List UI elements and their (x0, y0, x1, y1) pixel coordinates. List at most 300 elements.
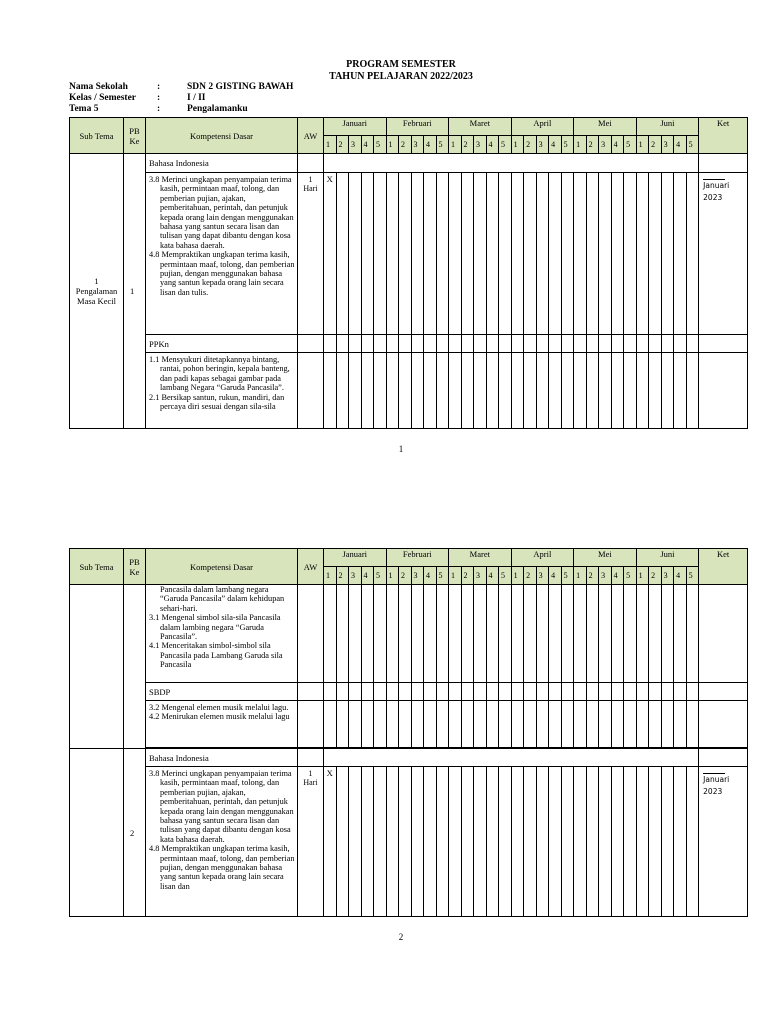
header-week: 4 (486, 136, 499, 154)
week-cell (461, 767, 474, 917)
header-week: 5 (374, 136, 387, 154)
header-week: 4 (424, 136, 437, 154)
week-cell (536, 701, 549, 748)
week-cell (574, 767, 587, 917)
schedule-blank (324, 154, 699, 173)
week-cell (361, 335, 374, 353)
week-cell (449, 353, 462, 429)
week-cell (586, 683, 599, 701)
header-ket: Ket (699, 549, 748, 585)
week-cell (411, 335, 424, 353)
week-cell (474, 767, 487, 917)
schedule-mark: X (324, 173, 337, 335)
week-cell (574, 701, 587, 748)
header-month: Februari (386, 118, 449, 136)
week-cell (349, 335, 362, 353)
week-cell (361, 353, 374, 429)
kd-item: 3.1 Mengenal simbol sila-sila Pancasila dalam lambing negara “Garuda Pancasila”. (149, 613, 281, 642)
week-cell (411, 173, 424, 335)
week-cell (586, 701, 599, 748)
week-cell (636, 767, 649, 917)
week-cell (449, 173, 462, 335)
header-week: 3 (411, 567, 424, 585)
header-week: 3 (349, 567, 362, 585)
header-week: 3 (599, 136, 612, 154)
week-cell (661, 173, 674, 335)
week-cell (611, 335, 624, 353)
week-cell (674, 701, 687, 748)
week-cell (661, 683, 674, 701)
week-cell (324, 683, 337, 701)
week-cell (674, 335, 687, 353)
week-cell (674, 767, 687, 917)
kd-item: 4.8 Mempraktikan ungkapan terima kasih, permintaan maaf, tolong, dan pemberian pujian, dengan menggunakan bahasa yang santun kepada orang lain secara lisan dan (149, 844, 295, 891)
week-cell (399, 767, 412, 917)
header-week: 2 (461, 567, 474, 585)
info-value-class: I / II (187, 93, 206, 103)
kd-item: 3.2 Mengenal elemen musik melalui lagu. (149, 703, 289, 712)
week-cell (336, 335, 349, 353)
aw-cell (298, 767, 324, 917)
week-cell (499, 701, 512, 748)
week-cell (436, 173, 449, 335)
week-cell (424, 767, 437, 917)
ket-month: Januari (703, 181, 730, 190)
pb-cell (124, 585, 146, 749)
week-cell (686, 701, 699, 748)
week-cell (461, 335, 474, 353)
week-cell (336, 173, 349, 335)
header-week: 4 (549, 136, 562, 154)
week-cell (449, 701, 462, 748)
ket-cell (699, 701, 748, 748)
kd-row (70, 353, 748, 429)
week-cell (661, 767, 674, 917)
header-week: 1 (574, 567, 587, 585)
week-cell (486, 701, 499, 748)
header-week: 1 (511, 567, 524, 585)
week-cell (636, 701, 649, 748)
week-cell (349, 683, 362, 701)
week-cell (624, 335, 637, 353)
week-cell (399, 701, 412, 748)
week-cell (649, 353, 662, 429)
pb-number: 2 (124, 749, 146, 917)
week-cell (424, 173, 437, 335)
week-cell (636, 335, 649, 353)
kd-list (146, 701, 298, 748)
week-cell (574, 335, 587, 353)
header-week: 2 (336, 136, 349, 154)
header-week: 2 (399, 567, 412, 585)
subject-row (70, 683, 748, 701)
header-kompetensi-dasar: Kompetensi Dasar (146, 549, 298, 585)
week-cell (374, 767, 387, 917)
week-cell (511, 767, 524, 917)
page-number: 1 (398, 444, 404, 454)
week-cell (686, 353, 699, 429)
header-week: 3 (661, 567, 674, 585)
week-cell (461, 353, 474, 429)
info-colon: : (157, 104, 161, 114)
week-cell (686, 683, 699, 701)
header-week: 4 (424, 567, 437, 585)
week-cell (674, 683, 687, 701)
week-cell (449, 585, 462, 683)
week-cell (486, 683, 499, 701)
kd-item: 3.8 Merinci ungkapan penyampaian terima kasih, permintaan maaf, tolong, dan pemberian pujian, ajakan, pemberitahuan, perintah, dan petunjuk kepada orang lain dengan menggunakan bahasa yang santun secara lisan dan tulisan yang dapat dibantu dengan kosa kata bahasa daerah. (149, 769, 294, 844)
week-cell (511, 173, 524, 335)
week-cell (624, 173, 637, 335)
week-cell (611, 701, 624, 748)
week-cell (461, 701, 474, 748)
schedule-blank (324, 749, 699, 767)
aw-value: 1 (308, 769, 313, 778)
week-cell (674, 585, 687, 683)
week-cell (424, 353, 437, 429)
week-cell (524, 173, 537, 335)
week-cell (349, 701, 362, 748)
header-week: 1 (636, 136, 649, 154)
week-cell (536, 335, 549, 353)
week-cell (536, 585, 549, 683)
header-ket: Ket (699, 118, 748, 154)
week-cell (586, 585, 599, 683)
header-pb: PB (129, 556, 140, 567)
week-cell (374, 353, 387, 429)
week-cell (474, 335, 487, 353)
week-cell (324, 585, 337, 683)
week-cell (486, 335, 499, 353)
week-cell (536, 767, 549, 917)
week-cell (386, 335, 399, 353)
week-cell (674, 173, 687, 335)
kd-row (70, 585, 748, 683)
ket-year: 2023 (703, 787, 723, 796)
header-month: Mei (574, 118, 637, 136)
week-cell (611, 173, 624, 335)
header-pb-ke (124, 118, 146, 154)
header-month: Januari (324, 549, 387, 567)
header-week: 2 (524, 567, 537, 585)
week-cell (511, 585, 524, 683)
week-cell (399, 335, 412, 353)
header-pb: PB (129, 125, 140, 136)
header-week: 5 (686, 136, 699, 154)
sub-tema-name: Pengalaman (75, 286, 118, 296)
week-cell (549, 353, 562, 429)
kd-row (70, 767, 748, 917)
aw-cell (298, 353, 324, 429)
week-cell (599, 683, 612, 701)
week-cell (349, 585, 362, 683)
week-cell (599, 701, 612, 748)
kd-list (146, 585, 298, 683)
header-week: 4 (674, 567, 687, 585)
week-cell (586, 335, 599, 353)
kd-row (70, 701, 748, 748)
header-month: Juni (636, 549, 699, 567)
header-month: April (511, 549, 574, 567)
aw-cell (298, 683, 324, 701)
header-week: 1 (324, 136, 337, 154)
header-week: 5 (436, 136, 449, 154)
sub-tema-cell (70, 585, 124, 749)
week-cell (324, 701, 337, 748)
header-week: 1 (574, 136, 587, 154)
week-cell (499, 585, 512, 683)
doc-subtitle: TAHUN PELAJARAN 2022/2023 (329, 71, 473, 82)
week-cell (574, 173, 587, 335)
week-cell (549, 683, 562, 701)
kd-row (70, 173, 748, 335)
header-ke: Ke (129, 135, 140, 146)
week-cell (474, 585, 487, 683)
subject-heading: Bahasa Indonesia (146, 154, 298, 173)
week-cell (549, 173, 562, 335)
semester-program-table-page1 (69, 117, 748, 429)
week-cell (611, 683, 624, 701)
week-cell (449, 683, 462, 701)
header-week: 5 (686, 567, 699, 585)
week-cell (336, 585, 349, 683)
header-week: 3 (661, 136, 674, 154)
info-label-theme: Tema 5 (69, 104, 99, 114)
week-cell (549, 767, 562, 917)
header-week: 3 (474, 136, 487, 154)
week-cell (386, 767, 399, 917)
week-cell (624, 767, 637, 917)
doc-title: PROGRAM SEMESTER (346, 59, 456, 70)
page-number: 2 (398, 932, 404, 942)
week-cell (599, 353, 612, 429)
info-colon: : (157, 82, 161, 92)
week-cell (424, 683, 437, 701)
header-week: 1 (386, 567, 399, 585)
week-cell (436, 335, 449, 353)
week-cell (361, 767, 374, 917)
semester-program-table-page2 (69, 548, 748, 917)
week-cell (486, 767, 499, 917)
header-aw: AW (298, 549, 324, 585)
week-cell (436, 585, 449, 683)
subject-heading: Bahasa Indonesia (146, 749, 298, 767)
week-cell (536, 173, 549, 335)
header-week: 1 (636, 567, 649, 585)
aw-cell (298, 335, 324, 353)
week-cell (624, 585, 637, 683)
header-week: 2 (399, 136, 412, 154)
kd-list (146, 173, 298, 335)
header-month: Maret (449, 549, 512, 567)
header-week: 4 (361, 136, 374, 154)
week-cell (499, 353, 512, 429)
week-cell (624, 353, 637, 429)
week-cell (561, 701, 574, 748)
header-week: 5 (561, 567, 574, 585)
week-cell (524, 767, 537, 917)
week-cell (336, 701, 349, 748)
week-cell (599, 767, 612, 917)
week-cell (474, 683, 487, 701)
week-cell (499, 683, 512, 701)
header-week: 4 (611, 567, 624, 585)
week-cell (686, 173, 699, 335)
aw-value: 1 (308, 175, 313, 184)
week-cell (686, 767, 699, 917)
week-cell (486, 353, 499, 429)
ket-cell (699, 154, 748, 173)
week-cell (636, 683, 649, 701)
week-cell (411, 585, 424, 683)
header-week: 2 (649, 136, 662, 154)
week-cell (661, 585, 674, 683)
week-cell (336, 683, 349, 701)
kd-item: 4.8 Mempraktikan ungkapan terima kasih, permintaan maaf, tolong, dan pemberian pujian, dengan menggunakan bahasa yang santun kepada orang lain secara lisan dan tulis. (149, 250, 295, 297)
ket-cell (699, 683, 748, 701)
week-cell (424, 701, 437, 748)
week-cell (411, 683, 424, 701)
header-week: 2 (586, 136, 599, 154)
ket-cell (699, 353, 748, 429)
week-cell (524, 683, 537, 701)
week-cell (386, 683, 399, 701)
week-cell (474, 173, 487, 335)
header-ke: Ke (129, 566, 140, 577)
week-cell (336, 767, 349, 917)
week-cell (361, 683, 374, 701)
header-week: 5 (561, 136, 574, 154)
week-cell (524, 353, 537, 429)
aw-cell (298, 701, 324, 748)
week-cell (686, 335, 699, 353)
header-week: 5 (624, 136, 637, 154)
week-cell (436, 701, 449, 748)
header-week: 3 (599, 567, 612, 585)
kd-item: 4.2 Menirukan elemen musik melalui lagu (149, 712, 290, 722)
week-cell (624, 683, 637, 701)
header-week: 3 (349, 136, 362, 154)
week-cell (661, 353, 674, 429)
week-cell (686, 585, 699, 683)
header-week: 1 (386, 136, 399, 154)
header-week: 3 (536, 136, 549, 154)
week-cell (424, 585, 437, 683)
week-cell (424, 335, 437, 353)
week-cell (536, 353, 549, 429)
week-cell (349, 173, 362, 335)
week-cell (399, 353, 412, 429)
week-cell (599, 585, 612, 683)
week-cell (386, 353, 399, 429)
week-cell (561, 353, 574, 429)
sub-tema-name: Masa Kecil (77, 296, 116, 306)
week-cell (524, 585, 537, 683)
week-cell (436, 683, 449, 701)
week-cell (499, 173, 512, 335)
week-cell (399, 173, 412, 335)
header-week: 3 (536, 567, 549, 585)
header-month: Maret (449, 118, 512, 136)
week-cell (399, 683, 412, 701)
week-cell (649, 683, 662, 701)
week-cell (611, 353, 624, 429)
kd-item: 4.1 Menceritakan simbol-simbol sila Pancasila pada Lambang Garuda sila Pancasila (149, 641, 283, 670)
header-week: 4 (611, 136, 624, 154)
header-week: 5 (436, 567, 449, 585)
aw-cell (298, 749, 324, 767)
sub-tema-number: 1 (94, 276, 99, 286)
header-kompetensi-dasar: Kompetensi Dasar (146, 118, 298, 154)
week-cell (599, 173, 612, 335)
header-week: 5 (499, 567, 512, 585)
week-cell (374, 683, 387, 701)
header-aw: AW (298, 118, 324, 154)
kd-list (146, 353, 298, 429)
header-week: 4 (486, 567, 499, 585)
week-cell (361, 585, 374, 683)
ket-year: 2023 (703, 193, 723, 202)
week-cell (436, 353, 449, 429)
info-value-school: SDN 2 GISTING BAWAH (187, 82, 294, 92)
ket-cell (699, 173, 748, 335)
week-cell (349, 767, 362, 917)
header-week: 5 (499, 136, 512, 154)
week-cell (386, 701, 399, 748)
kd-item: Pancasila dalam lambang negara “Garuda Pancasila” dalam kehidupan sehari-hari. (160, 585, 285, 613)
header-week: 2 (336, 567, 349, 585)
subject-row (70, 335, 748, 353)
header-week: 3 (474, 567, 487, 585)
aw-cell (298, 173, 324, 335)
week-cell (624, 701, 637, 748)
week-cell (561, 585, 574, 683)
sub-tema-cell (70, 154, 124, 429)
week-cell (386, 585, 399, 683)
week-cell (574, 353, 587, 429)
week-cell (386, 173, 399, 335)
week-cell (674, 353, 687, 429)
week-cell (661, 335, 674, 353)
header-week: 1 (511, 136, 524, 154)
schedule-mark: X (324, 767, 337, 917)
info-label-class: Kelas / Semester (69, 93, 137, 103)
kd-list (146, 767, 298, 917)
week-cell (574, 585, 587, 683)
ket-cell (699, 767, 748, 917)
week-cell (561, 335, 574, 353)
week-cell (511, 335, 524, 353)
ket-cell (699, 335, 748, 353)
week-cell (649, 335, 662, 353)
week-cell (611, 767, 624, 917)
week-cell (649, 585, 662, 683)
week-cell (636, 353, 649, 429)
week-cell (561, 173, 574, 335)
week-cell (361, 701, 374, 748)
week-cell (449, 767, 462, 917)
aw-unit: Hari (303, 184, 318, 193)
header-week: 1 (324, 567, 337, 585)
pb-number: 1 (124, 154, 146, 429)
week-cell (436, 767, 449, 917)
week-cell (524, 335, 537, 353)
week-cell (561, 767, 574, 917)
week-cell (336, 353, 349, 429)
week-cell (511, 353, 524, 429)
header-month: Januari (324, 118, 387, 136)
week-cell (474, 353, 487, 429)
